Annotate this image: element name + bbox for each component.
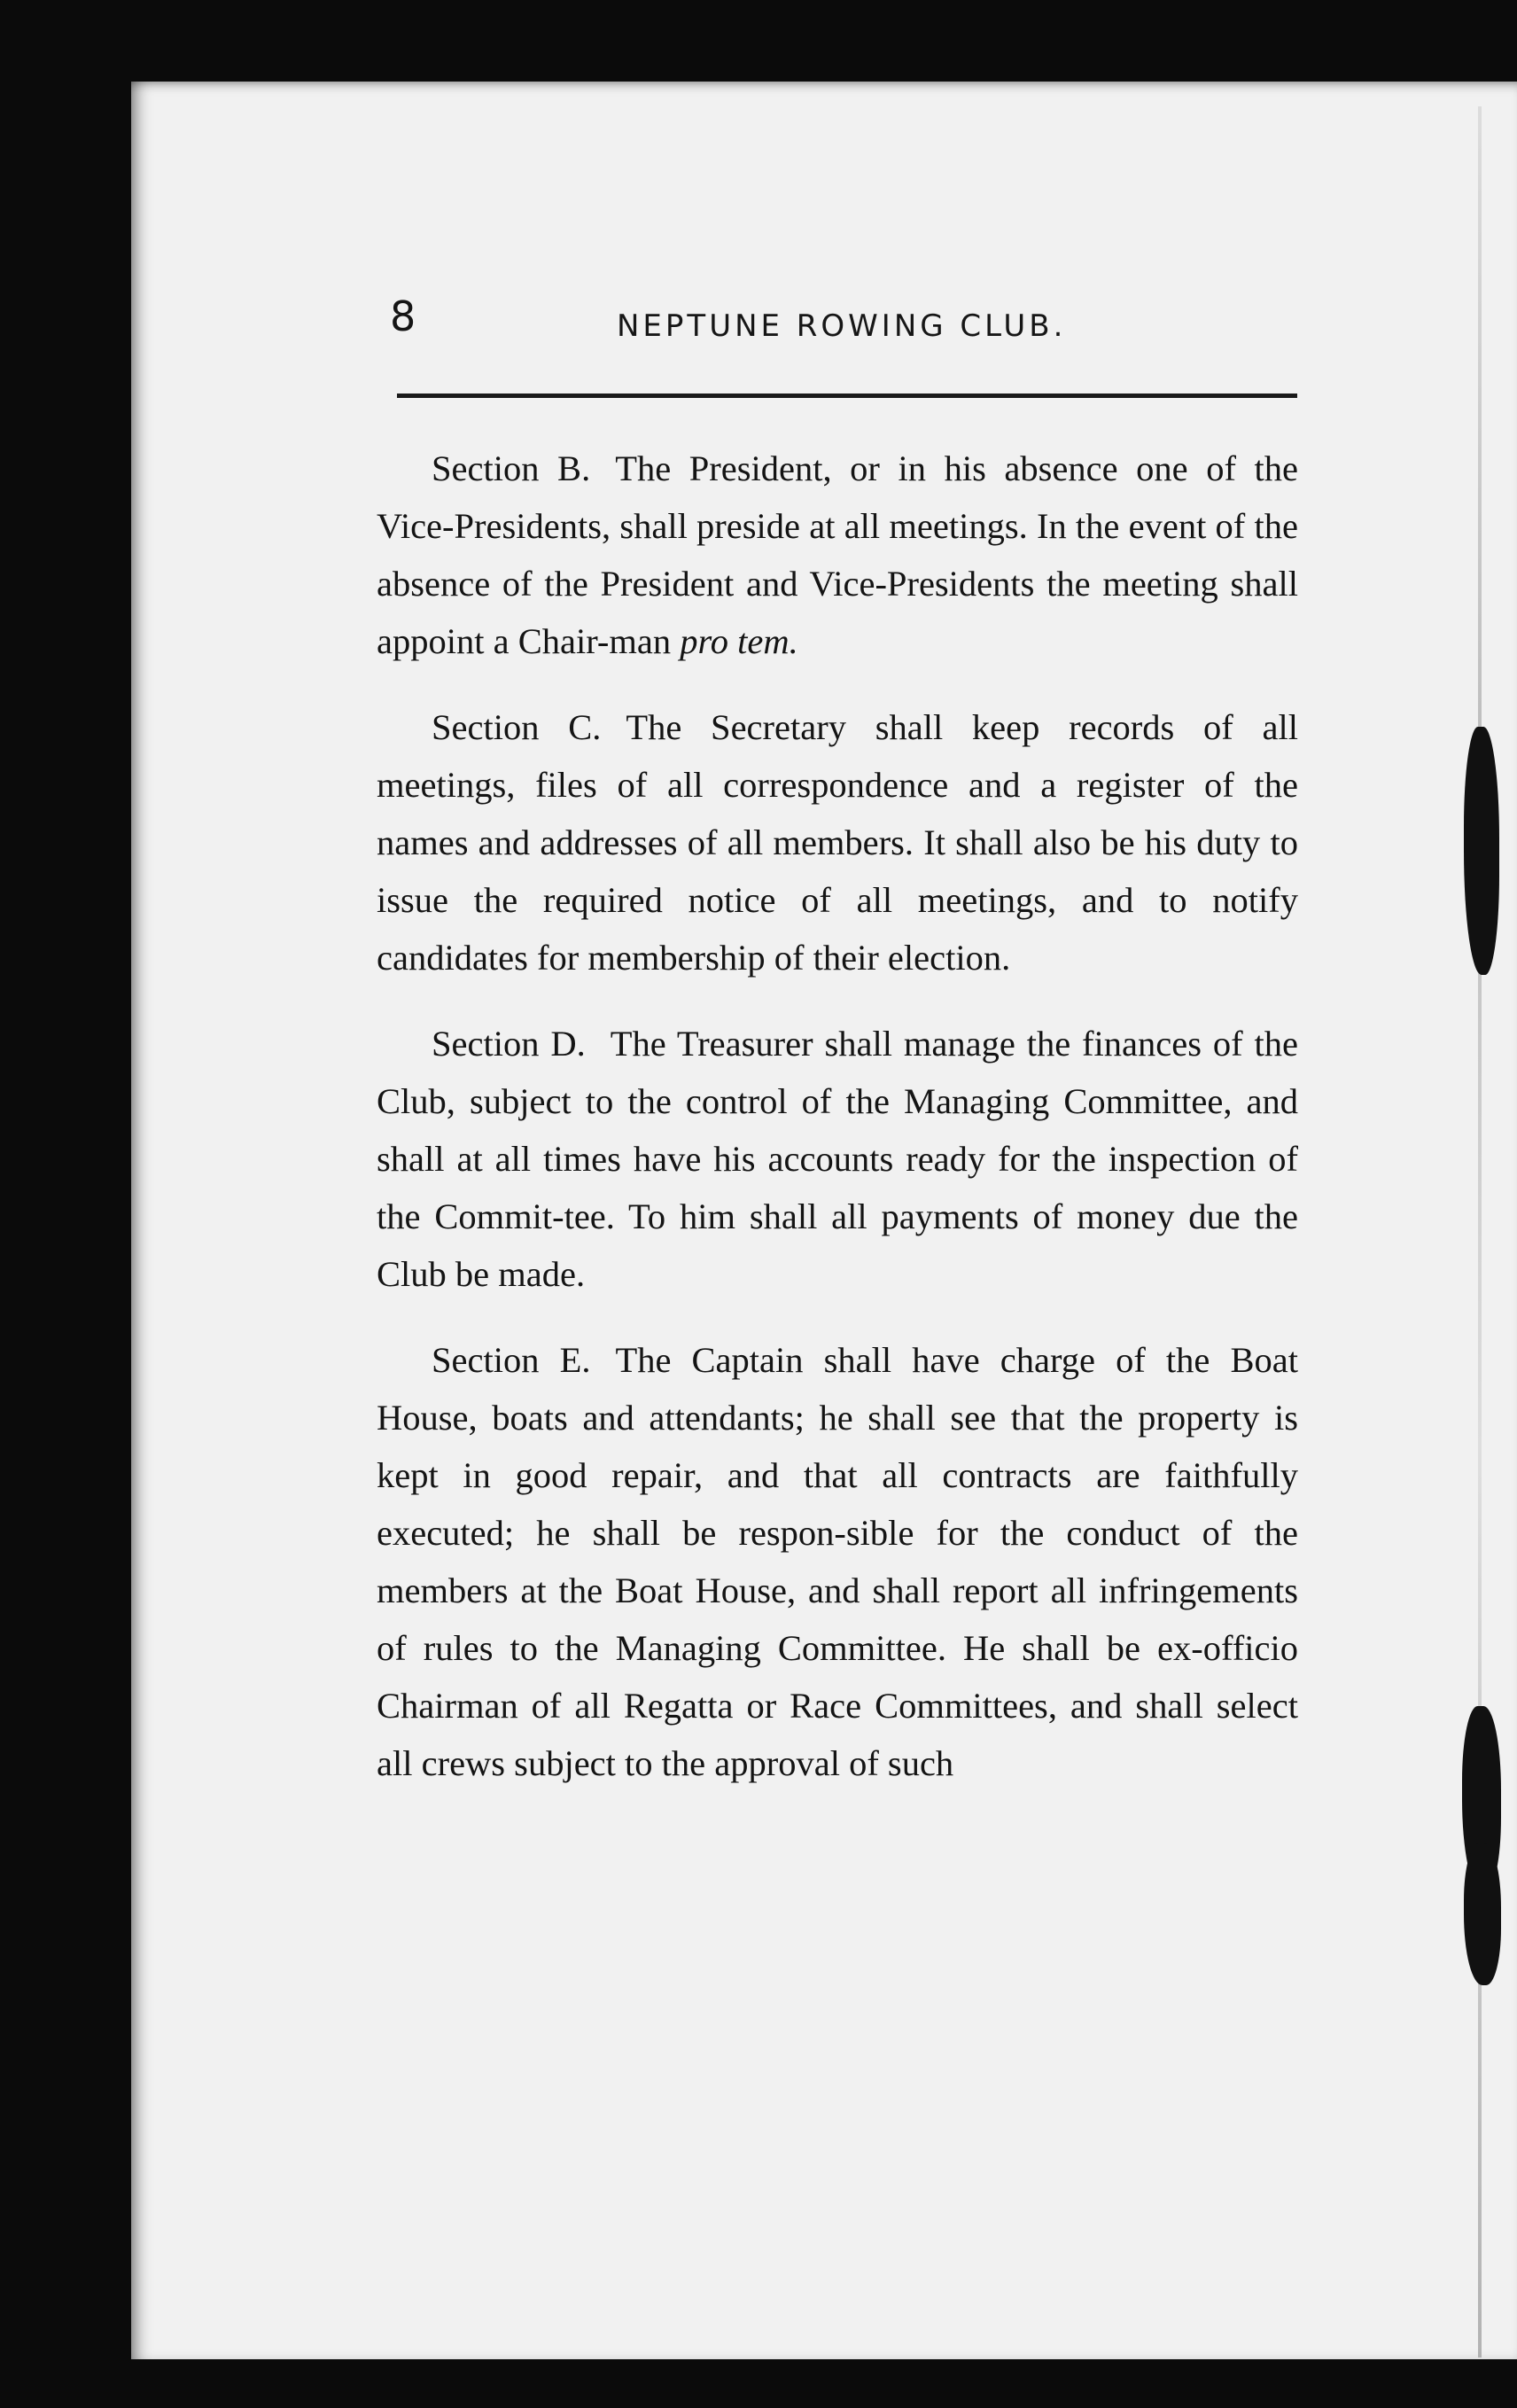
page-header — [390, 292, 1303, 355]
section-b — [377, 440, 1298, 670]
binding-mark-top — [1464, 727, 1499, 975]
section-label: Section C. — [432, 707, 602, 747]
section-label: Section B. — [432, 448, 591, 488]
section-e — [377, 1331, 1298, 1792]
page-right-edge — [1478, 106, 1482, 2357]
section-c — [377, 698, 1298, 986]
section-label: Section D. — [432, 1024, 586, 1064]
section-text: The Treasurer shall manage the finances of the Club, subject to the control of the Managing Committee, and shall at all times have his accounts ready for the inspection of the Commit-tee. To him shall all payments of money due the Club be made. — [377, 1024, 1298, 1294]
section-label: Section E. — [432, 1340, 591, 1380]
page-number: 8 — [390, 292, 416, 340]
body-text — [377, 440, 1298, 1820]
section-d — [377, 1015, 1298, 1303]
section-text: The Secretary shall keep records of all meetings, files of all correspondence and a register of the names and addresses of all members. It shall also be his duty to issue the required notice of all meetings, and to notify candidates for membership of their election. — [377, 707, 1298, 978]
section-text: The President, or in his absence one of the Vice-Presidents, shall preside at all meetings. In the event of the absence of the President and Vice-Presidents the meeting shall appoint a Chair-man — [377, 448, 1298, 661]
section-text: The Captain shall have charge of the Boat House, boats and attendants; he shall see that the property is kept in good repair, and that all contracts are faithfully executed; he shall be respon-sible for the conduct of the members at the Boat House, and shall report all infringements of rules to the Managing Committee. He shall be ex-officio Chairman of all Regatta or Race Committees, and shall select all crews subject to the approval of such — [377, 1340, 1298, 1783]
binding-mark-lower — [1464, 1843, 1501, 1985]
section-italic: pro tem. — [680, 621, 798, 661]
header-rule — [397, 394, 1297, 398]
running-head: NEPTUNE ROWING CLUB. — [617, 308, 1067, 344]
